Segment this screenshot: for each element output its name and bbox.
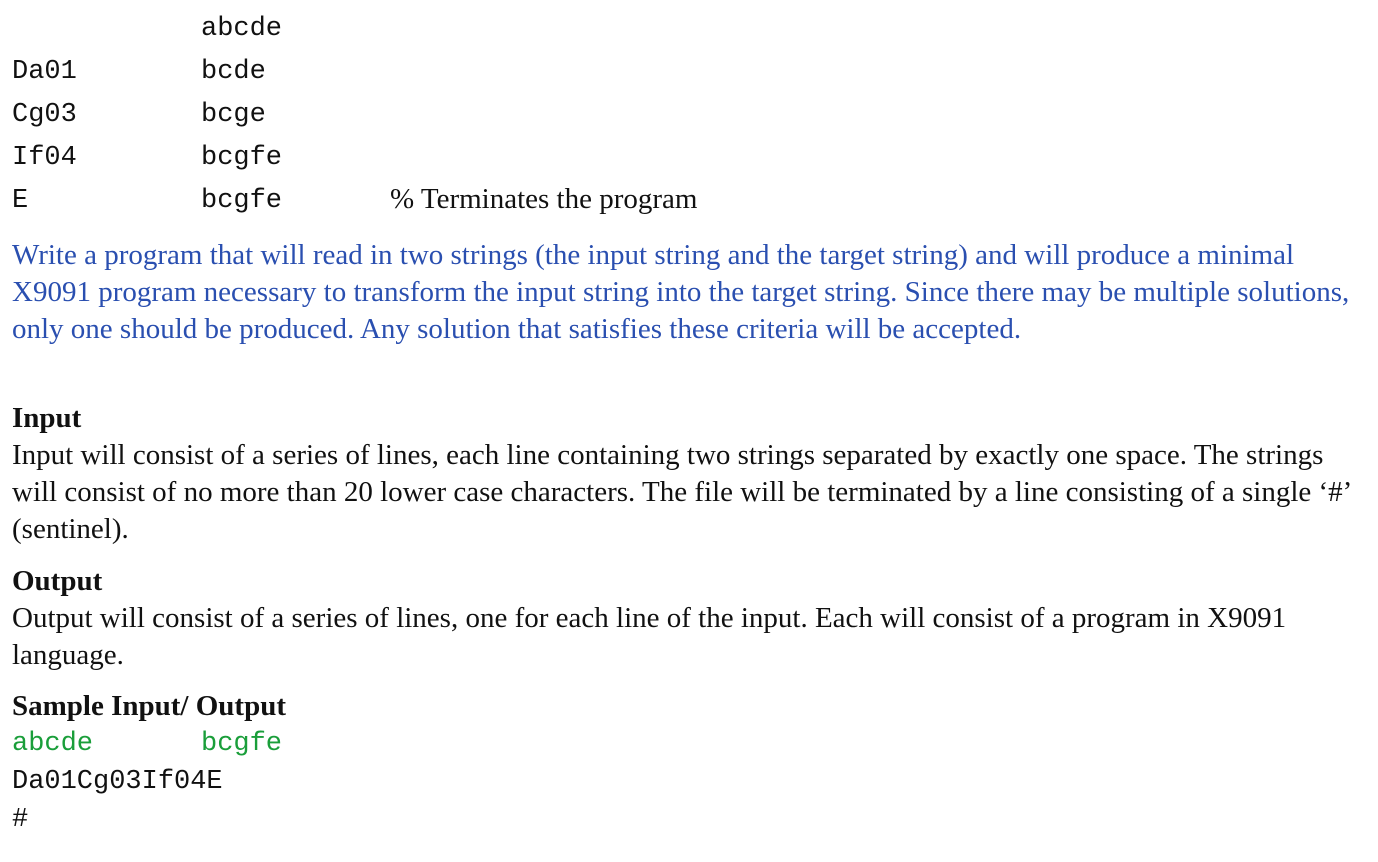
trace-command: Cg03 (12, 100, 77, 130)
sample-input-string: abcde (12, 728, 94, 759)
trace-string: bcde (201, 57, 266, 87)
sample-section (12, 688, 1352, 839)
trace-command: Da01 (12, 57, 77, 87)
task-description: Write a program that will read in two strings (the input string and the target string) and will produce a minimal X9091 program necessary to transform the input string into the target string. Since there may be multiple solutions, only one should be produced. Any solution that satisfies these criteria will be accepted. (12, 239, 1350, 345)
trace-row (12, 94, 697, 137)
output-section (12, 563, 1352, 674)
trace-row (12, 8, 697, 51)
input-description: Input will consist of a series of lines, each line containing two strings separated by exactly one space. The strings will consist of no more than 20 lower case characters. The file will be terminated by a line consisting of a single ‘#’ (sentinel). (12, 439, 1351, 545)
input-heading: Input (12, 402, 82, 434)
sample-sentinel: # (12, 804, 29, 835)
output-description: Output will consist of a series of lines, one for each line of the input. Each will consist of a program in X9091 language. (12, 602, 1287, 671)
trace-row (12, 180, 697, 223)
sample-output-line (12, 763, 1352, 801)
trace-string: bcgfe (201, 186, 283, 216)
sample-heading: Sample Input/ Output (12, 690, 286, 722)
sample-sentinel-line (12, 801, 1352, 839)
sample-output-program: Da01Cg03If04E (12, 766, 223, 797)
sample-input-line (12, 725, 1352, 763)
output-heading: Output (12, 565, 103, 597)
trace-note: % Terminates the program (390, 183, 698, 215)
trace-row (12, 51, 697, 94)
trace-string: bcge (201, 100, 266, 130)
trace-string: abcde (201, 14, 283, 44)
input-section (12, 400, 1352, 548)
sample-target-string: bcgfe (201, 728, 283, 759)
trace-row (12, 137, 697, 180)
trace-command: If04 (12, 143, 77, 173)
trace-command: E (12, 186, 29, 216)
trace-string: bcgfe (201, 143, 283, 173)
transformation-trace (12, 8, 697, 223)
